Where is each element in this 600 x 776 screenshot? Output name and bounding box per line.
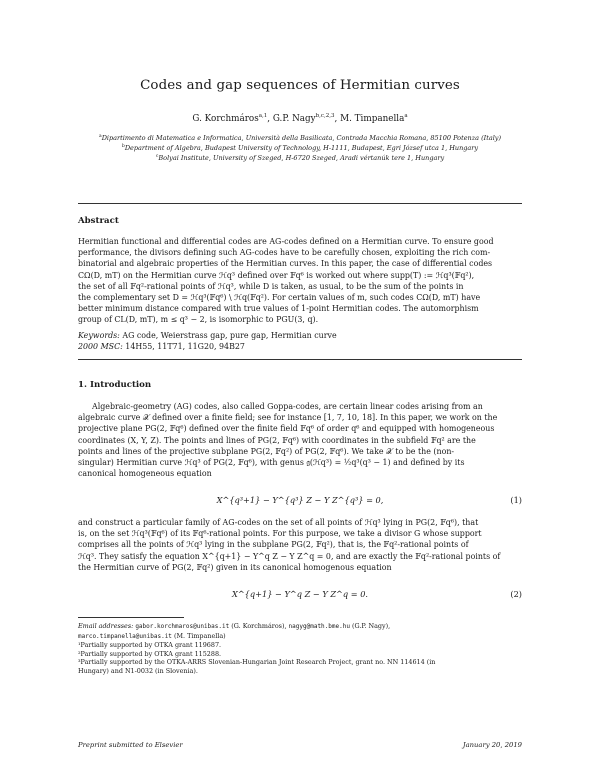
- paper-title: Codes and gap sequences of Hermitian curves: [140, 78, 460, 93]
- equation-number: (2): [510, 589, 522, 599]
- intro-line: coordinates (X, Y, Z). The points and lines of PG(2, 𝔽q⁶) with coordinates in the subfield 𝔽q² are the: [78, 435, 476, 445]
- footer-preprint: Preprint submitted to Elsevier: [78, 741, 183, 749]
- author-name: G.P. Nagy: [272, 113, 316, 124]
- email-line: marco.timpanella@unibas.it (M. Timpanella): [78, 631, 226, 640]
- equation-body: X^{q+1} − Y^q Z − Y Z^q = 0.: [231, 589, 369, 599]
- intro-line: algebraic curve 𝒳 defined over a finite field; see for instance [1, 7, 10, 18]. In this paper, we work on the: [78, 413, 498, 423]
- intro-line: is, on the set ℋq³(𝔽q⁶) of its 𝔽q⁶-rational points. For this purpose, we take a divisor G whose support: [78, 529, 482, 539]
- msc-text: 14H55, 11T71, 11G20, 94B27: [125, 342, 245, 351]
- intro-line: canonical homogeneous equation: [78, 469, 212, 479]
- divider: [78, 203, 522, 204]
- abstract-line: group of CL(D, mT), m ≤ q³ − 2, is isomorphic to PGU(3, q).: [78, 315, 319, 325]
- intro-line: points and lines of the projective subplane PG(2, 𝔽q²) of PG(2, 𝔽q⁶). We take 𝒳 to be the (non-: [78, 446, 455, 456]
- abstract-line: better minimum distance compared with true values of 1-point Hermitian codes. The automorphism: [78, 304, 479, 314]
- intro-paragraph-2: [78, 517, 522, 573]
- affiliation: $^a$Dipartimento di Matematica e Informatica, Università della Basilicata, Contrada Macchia Romana, 85100 Potenza (Italy): [99, 134, 501, 143]
- email-line: Email addresses: gabor.korchmaros@unibas.it (G. Korchmáros), nagyg@math.bme.hu (G.P. Nagy),: [78, 622, 391, 630]
- intro-line: ℋq³. They satisfy the equation X^{q+1} − Y^q Z − Y Z^q = 0, and are exactly the 𝔽q²-rational points of: [78, 551, 501, 561]
- abstract-line: binatorial and algebraic properties of the Hermitian curves. In this paper, the case of differential codes: [78, 259, 493, 269]
- affiliation: $^c$Bolyai Institute, University of Szeged, H-6720 Szeged, Aradi vértanúk tere 1, Hungary: [155, 153, 445, 162]
- affiliations: [88, 133, 512, 162]
- abstract-body: [78, 236, 522, 326]
- intro-line: and construct a particular family of AG-codes on the set of all points of ℋq³ lying in PG(2, 𝔽q⁶), that: [78, 518, 479, 527]
- footnote: ²Partially supported by OTKA grant 115288.: [78, 649, 222, 658]
- msc-label: 2000 MSC:: [78, 342, 123, 351]
- divider: [78, 359, 522, 360]
- intro-line: singular) Hermitian curve ℋq³ of PG(2, 𝔽q⁶), with genus 𝔤(ℋq³) = ½q³(q³ − 1) and defined by its: [78, 458, 465, 468]
- footnote-rule: [78, 617, 184, 618]
- equation-body: X^{q³+1} − Y^{q³} Z − Y Z^{q³} = 0,: [216, 495, 384, 505]
- author-affiliation-mark: a,1: [258, 113, 268, 119]
- intro-line: the Hermitian curve of PG(2, 𝔽q²) given in its canonical homogenous equation: [78, 562, 392, 572]
- keywords: [78, 330, 337, 341]
- abstract-heading: Abstract: [78, 216, 119, 226]
- msc-codes: [78, 341, 245, 352]
- intro-paragraph-1: [78, 401, 522, 479]
- footnotes: [78, 622, 522, 676]
- affiliation: $^b$Department of Algebra, Budapest University of Technology, H-1111, Budapest, Egri József utca 1, Hungary: [121, 143, 479, 152]
- abstract-line: the set of all 𝔽q²-rational points of ℋq³, while D is taken, as usual, to be the sum of the points in: [78, 281, 464, 291]
- footnote: Hungary) and N1-0032 (in Slovenia).: [78, 666, 198, 675]
- email-link[interactable]: marco.timpanella@unibas.it: [78, 632, 172, 640]
- author-list: G. Korchmáros$^{a,1}$, G.P. Nagy$^{b,c,2,3}$, M. Timpanella$^a$: [192, 113, 408, 124]
- intro-line: Algebraic-geometry (AG) codes, also called Goppa-codes, are certain linear codes arising from an: [92, 402, 483, 411]
- author-affiliation-mark: b,c,2,3: [315, 113, 335, 119]
- footer-date: January 20, 2019: [462, 741, 522, 749]
- author-affiliation-mark: a: [404, 113, 408, 119]
- footnote: ³Partially supported by the OTKA-ARRS Slovenian-Hungarian Joint Research Project, grant no. NN 114614 (in: [78, 658, 436, 667]
- section-heading: 1. Introduction: [78, 380, 152, 390]
- abstract-line: Hermitian functional and differential codes are AG-codes defined on a Hermitian curve. To ensure good: [78, 237, 494, 246]
- email-link[interactable]: gabor.korchmaros@unibas.it: [135, 623, 230, 630]
- keywords-label: Keywords:: [78, 331, 120, 340]
- abstract-line: the complementary set D = ℋq³(𝔽q⁶) \ ℋq(𝔽q²). For certain values of m, such codes CΩ(D, mT) have: [78, 293, 481, 303]
- email-label: Email addresses:: [78, 622, 134, 630]
- author-name: M. Timpanella: [340, 113, 405, 124]
- equation-1: [78, 495, 522, 507]
- author-name: G. Korchmáros: [192, 113, 259, 124]
- email-link[interactable]: nagyg@math.bme.hu: [288, 623, 350, 630]
- intro-line: comprises all the points of ℋq³ lying in the subplane PG(2, 𝔽q²), that is, the 𝔽q²-rational points of: [78, 540, 469, 550]
- abstract-line: performance, the divisors defining such AG-codes have to be carefully chosen, exploiting the rich com-: [78, 248, 491, 258]
- equation-number: (1): [510, 495, 522, 505]
- footnote: ¹Partially supported by OTKA grant 119687.: [78, 641, 222, 650]
- abstract-line: CΩ(D, mT) on the Hermitian curve ℋq³ defined over 𝔽q⁶ is worked out where supp(T) := ℋq³(𝔽q²),: [78, 270, 475, 280]
- intro-line: projective plane PG(2, 𝔽q⁶) defined over the finite field 𝔽q⁶ of order q⁶ and equipped with homogeneous: [78, 424, 495, 434]
- equation-2: [78, 589, 522, 601]
- keywords-text: AG code, Weierstrass gap, pure gap, Hermitian curve: [122, 331, 337, 340]
